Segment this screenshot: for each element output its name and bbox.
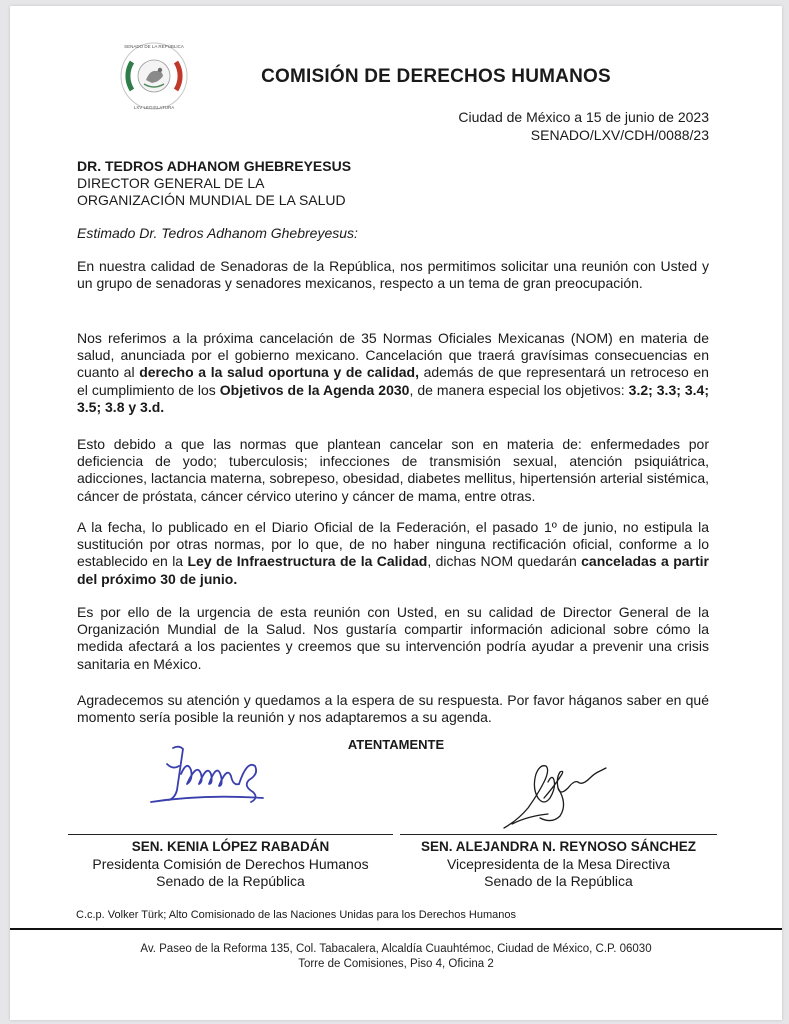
paragraph-norms-list: Esto debido a que las normas que plantean cancelar son en materia de: enfermedades por deficiencia de yodo; tuberculosis; infecciones de transmisión sexual, atención psiquiátrica, adicciones, lactancia materna, sobrepeso, obesidad, diabetes mellitus, hipertensión arterial sistémica, cáncer de próstata, cáncer cérvico uterino y cáncer de mama, entre otras. <box>77 436 709 504</box>
recipient-role-line1: DIRECTOR GENERAL DE LA <box>77 175 265 191</box>
p4-text-c: , dichas NOM quedarán <box>427 553 582 570</box>
p2-bold-objectives: 3.2; 3.3; 3.4; 3.5; 3.8 y 3.d. <box>77 381 710 415</box>
closing-atentamente: ATENTAMENTE <box>347 737 445 752</box>
signer-1-institution: Senado de la República <box>156 873 305 889</box>
p2-bold-agenda-2030: Objetivos de la Agenda 2030 <box>219 381 410 398</box>
p2-text-a: Nos referimos a la próxima cancelación de 35 Normas Oficiales Mexicanas (NOM) en materia de salud, anunciada por el gobierno mexicano. Cancelación que traerá gravísimas consecuencias en cuanto al <box>77 330 709 381</box>
signer-2-role: Vicepresidenta de la Mesa Directiva <box>446 855 671 872</box>
carbon-copy: C.c.p. Volker Türk; Alto Comisionado de las Naciones Unidas para los Derechos Humanos <box>76 909 517 921</box>
signer-2-name: SEN. ALEJANDRA N. REYNOSO SÁNCHEZ <box>420 839 697 854</box>
seal-text-bottom: LXV LEGISLATURA <box>133 105 175 110</box>
seal-text-top: SENADO DE LA REPÚBLICA <box>124 44 184 49</box>
signature-lopez-rabadan <box>143 740 273 820</box>
p2-text-c: además de que representará un retroceso en el cumplimiento de los <box>77 364 709 398</box>
salutation: Estimado Dr. Tedros Adhanom Ghebreyesus: <box>77 225 358 241</box>
signer-1-name: SEN. KENIA LÓPEZ RABADÁN <box>131 839 330 854</box>
signer-2-institution: Senado de la República <box>484 873 633 889</box>
paragraph-urgency: Es por ello de la urgencia de esta reunión con Usted, en su calidad de Director General de la Organización Mundial de la Salud. Nos gustaría compartir información adicional sobre cómo la medida afectará a los pacientes y creemos que su intervención podría ayudar a prevenir una crisis sanitaria en México. <box>77 604 709 672</box>
signature-line-2 <box>400 834 717 835</box>
reference-number: SENADO/LXV/CDH/0088/23 <box>530 127 709 143</box>
p4-text-a: A la fecha, lo publicado en el Diario Oficial de la Federación, el pasado 1º de junio, no estipula la sustitución por otras normas, por lo que, de no haber ninguna rectificación oficial, conforme a lo establecido en la <box>77 519 709 570</box>
footer-line-2: Torre de Comisiones, Piso 4, Oficina 2 <box>298 958 494 970</box>
signature-line-1 <box>68 834 393 835</box>
p2-text-e: , de manera especial los objetivos: <box>409 381 629 398</box>
p4-bold-deadline: canceladas a partir del próximo 30 de junio. <box>77 553 709 587</box>
paragraph-dof <box>77 519 709 588</box>
place-date: Ciudad de México a 15 de junio de 2023 <box>458 109 709 125</box>
signer-1-role: Presidenta Comisión de Derechos Humanos <box>92 855 369 872</box>
paragraph-cancellation <box>77 330 709 416</box>
signature-reynoso-sanchez <box>498 758 618 838</box>
signer-block-1 <box>68 838 393 891</box>
p2-bold-right-to-health: derecho a la salud oportuna y de calidad, <box>139 364 419 381</box>
recipient-name: DR. TEDROS ADHANOM GHEBREYESUS <box>77 158 352 174</box>
commission-title: COMISIÓN DE DERECHOS HUMANOS <box>261 66 611 87</box>
footer-line-1: Av. Paseo de la Reforma 135, Col. Tabacalera, Alcaldía Cuauhtémoc, Ciudad de México, C.P. 06030 <box>140 943 652 955</box>
footer-divider <box>10 928 782 930</box>
p4-bold-law: Ley de Infraestructura de la Calidad <box>187 553 428 570</box>
paragraph-thanks: Agradecemos su atención y quedamos a la espera de su respuesta. Por favor háganos saber en qué momento sería posible la reunión y nos adaptaremos a su agenda. <box>77 692 709 726</box>
signer-block-2 <box>400 838 717 891</box>
recipient-role-line2: ORGANIZACIÓN MUNDIAL DE LA SALUD <box>77 192 346 208</box>
footer-address <box>10 942 782 972</box>
recipient-block <box>77 158 351 209</box>
paragraph-request: En nuestra calidad de Senadoras de la República, nos permitimos solicitar una reunión con Usted y un grupo de senadoras y senadores mexicanos, respecto a un tema de gran preocupación. <box>77 258 709 292</box>
letter-page <box>10 6 782 1020</box>
